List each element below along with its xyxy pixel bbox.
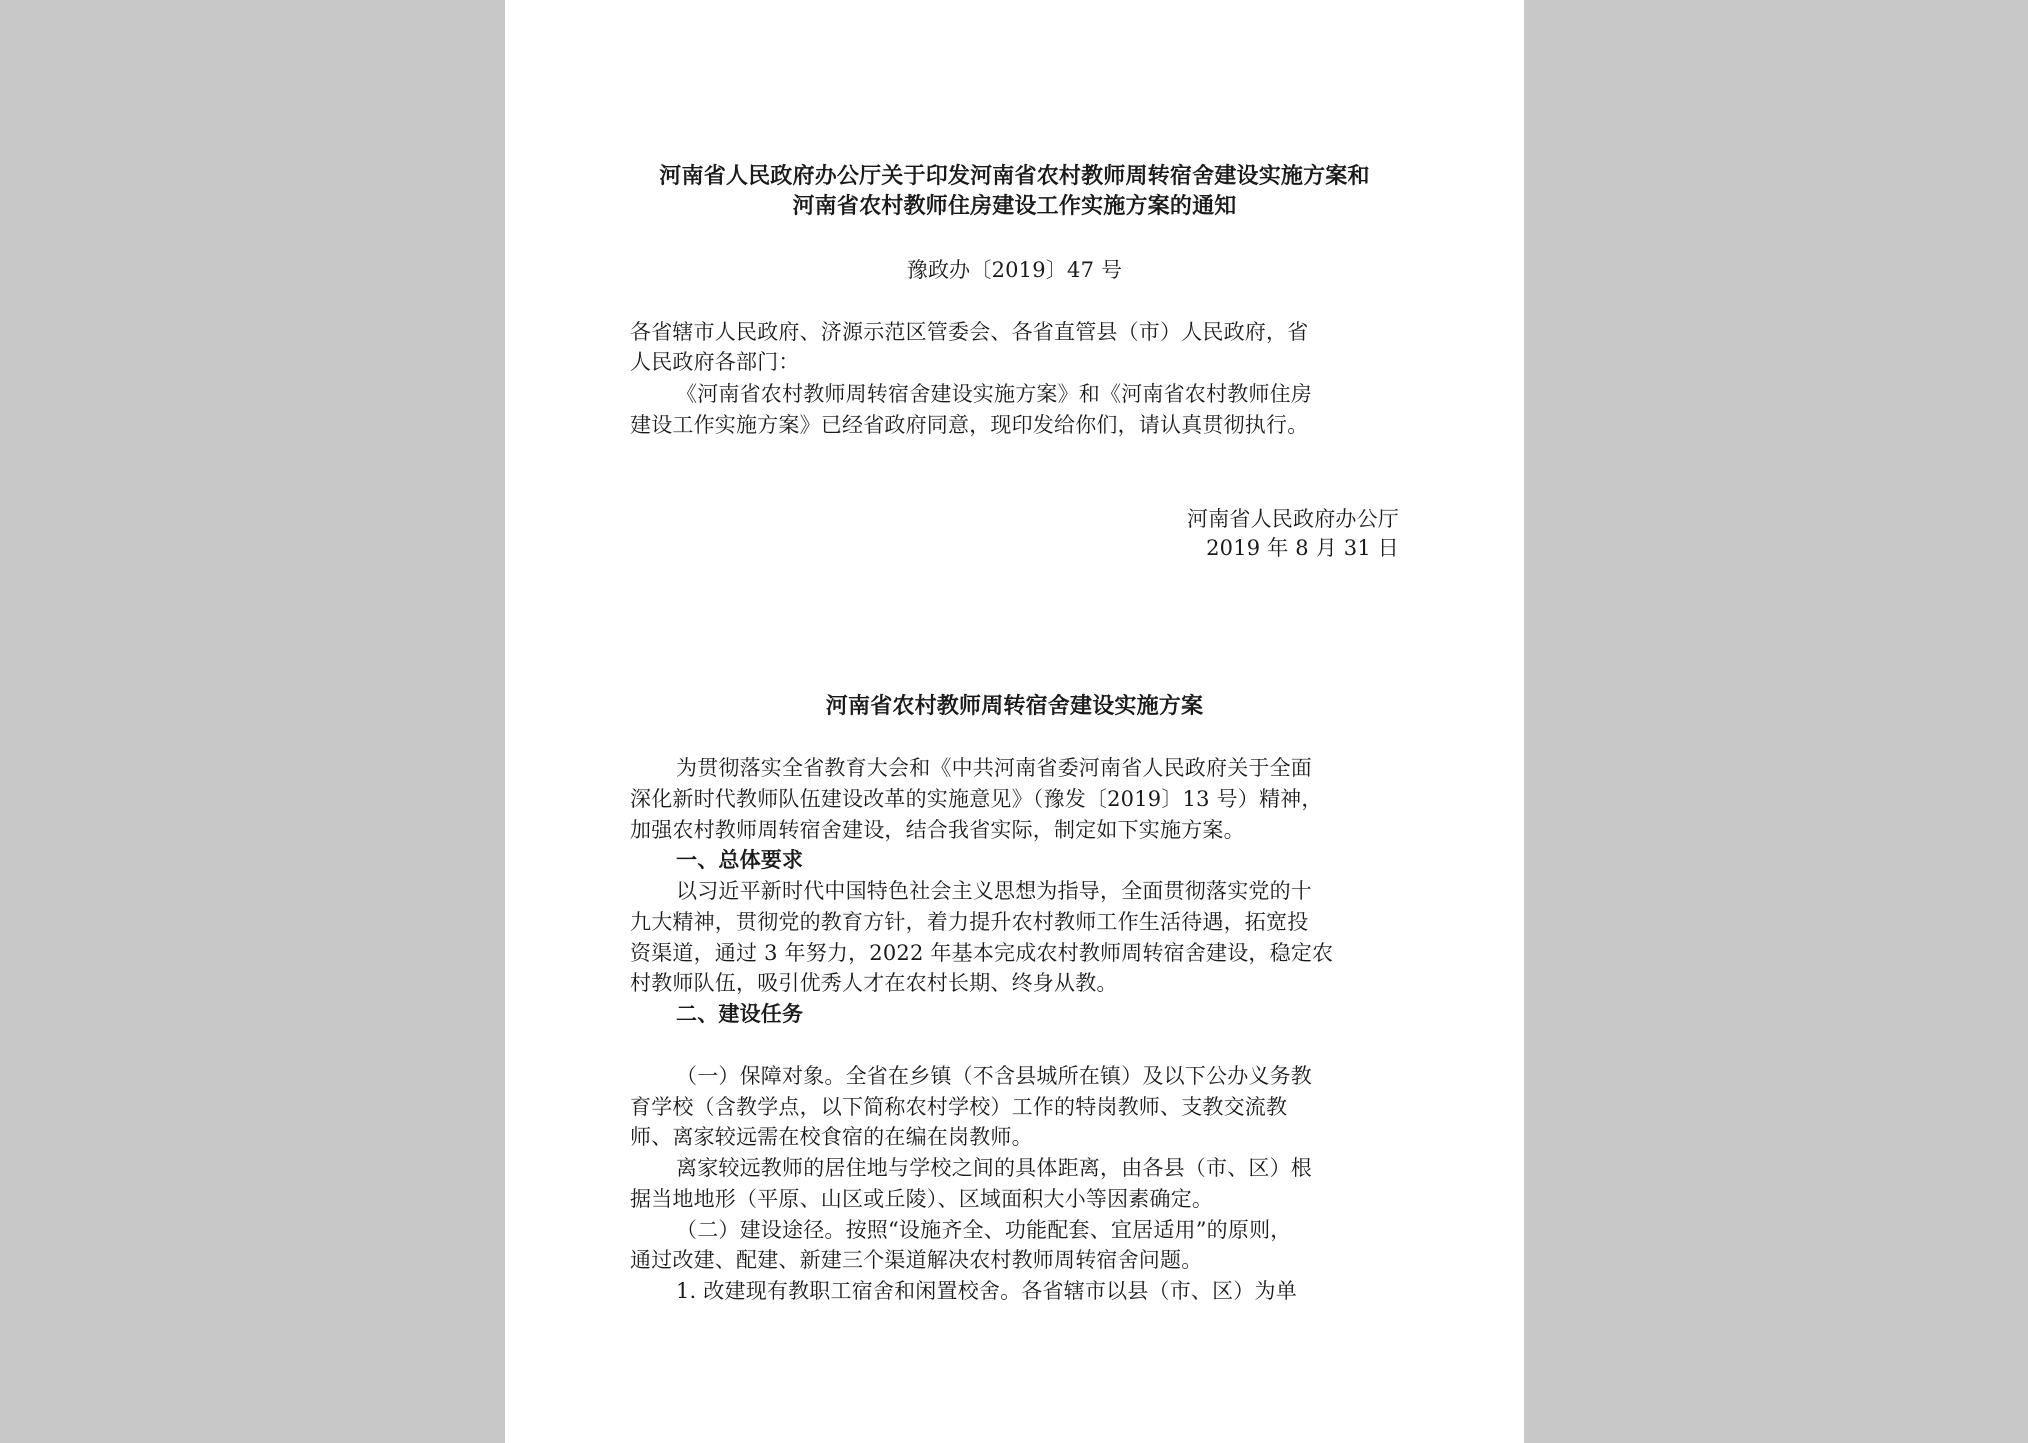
addressee-line-1: 各省辖市人民政府、济源示范区管委会、各省直管县（市）人民政府，省 [630, 320, 1309, 344]
notice-line-1: 《河南省农村教师周转宿舍建设实施方案》和《河南省农村教师住房 [676, 382, 1312, 406]
signature-date: 2019 年 8 月 31 日 [1206, 536, 1399, 560]
notice-line-2: 建设工作实施方案》已经省政府同意，现印发给你们，请认真贯彻执行。 [630, 413, 1309, 437]
section-title: 河南省农村教师周转宿舍建设实施方案 [825, 693, 1204, 719]
item1-line-1: 1. 改建现有教职工宿舍和闲置校舍。各省辖市以县（市、区）为单 [676, 1279, 1297, 1303]
requirements-line-2: 九大精神，贯彻党的教育方针，着力提升农村教师工作生活待遇，拓宽投 [630, 910, 1309, 934]
task2-line-2: 通过改建、配建、新建三个渠道解决农村教师周转宿舍问题。 [630, 1248, 1203, 1272]
intro-line-3: 加强农村教师周转宿舍建设，结合我省实际，制定如下实施方案。 [630, 818, 1245, 842]
signature-org: 河南省人民政府办公厅 [1187, 507, 1399, 531]
distance-line-1: 离家较远教师的居住地与学校之间的具体距离，由各县（市、区）根 [676, 1156, 1312, 1180]
task1-line-2: 育学校（含教学点，以下简称农村学校）工作的特岗教师、支教交流教 [630, 1095, 1288, 1119]
doc-title-line-1: 河南省人民政府办公厅关于印发河南省农村教师周转宿舍建设实施方案和 [659, 163, 1370, 189]
doc-number: 豫政办〔2019〕47 号 [906, 258, 1123, 282]
requirements-line-1: 以习近平新时代中国特色社会主义思想为指导，全面贯彻落实党的十 [676, 879, 1312, 903]
doc-title-line-2: 河南省农村教师住房建设工作实施方案的通知 [792, 193, 1237, 219]
requirements-line-3: 资渠道，通过 3 年努力，2022 年基本完成农村教师周转宿舍建设，稳定农 [630, 941, 1334, 965]
task1-line-1: （一）保障对象。全省在乡镇（不含县城所在镇）及以下公办义务教 [676, 1064, 1312, 1088]
task1-line-3: 师、离家较远需在校食宿的在编在岗教师。 [630, 1125, 1033, 1149]
intro-line-1: 为贯彻落实全省教育大会和《中共河南省委河南省人民政府关于全面 [676, 756, 1312, 780]
heading-general-requirements: 一、总体要求 [676, 847, 804, 872]
distance-line-2: 据当地地形（平原、山区或丘陵）、区域面积大小等因素确定。 [630, 1187, 1214, 1211]
addressee-line-2: 人民政府各部门： [630, 350, 800, 374]
heading-construction-tasks: 二、建设任务 [676, 1001, 804, 1026]
requirements-line-4: 村教师队伍，吸引优秀人才在农村长期、终身从教。 [630, 971, 1118, 995]
document-page [505, 0, 1524, 1443]
task2-line-1: （二）建设途径。按照“设施齐全、功能配套、宜居适用”的原则， [676, 1218, 1292, 1242]
intro-line-2: 深化新时代教师队伍建设改革的实施意见》（豫发〔2019〕13 号）精神， [630, 787, 1323, 811]
